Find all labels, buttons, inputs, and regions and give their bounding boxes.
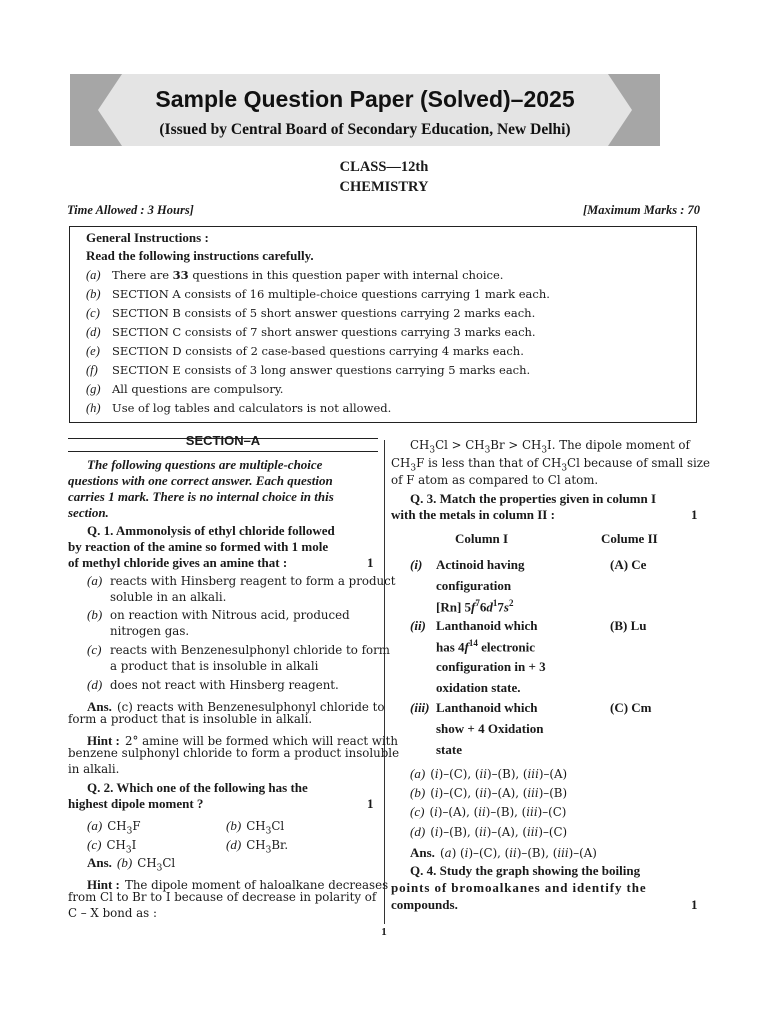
q3-text: with the metals in column II : bbox=[391, 507, 555, 522]
q1-option-text: on reaction with Nitrous acid, produced bbox=[110, 608, 350, 622]
q3-column2-header: Colume II bbox=[601, 531, 658, 546]
instruction-item: (a) There are 33 questions in this question paper with internal choice. bbox=[86, 268, 504, 282]
q1-hint-cont: benzene sulphonyl chloride to form a product insoluble bbox=[68, 746, 400, 760]
q2-text: Q. 2. Which one of the following has the bbox=[87, 780, 308, 795]
q1-answer-cont: form a product that is insoluble in alkali. bbox=[68, 712, 313, 726]
class-label: CLASS—12th bbox=[339, 159, 429, 175]
q1-hint-cont: in alkali. bbox=[68, 762, 120, 776]
section-rule bbox=[68, 451, 378, 452]
q1-text: by reaction of the amine so formed with 1 mole bbox=[68, 539, 329, 554]
q1-answer: Ans. (c) reacts with Benzenesulphonyl chloride to bbox=[87, 699, 385, 714]
q1-option-text: reacts with Benzenesulphonyl chloride to form bbox=[110, 643, 390, 657]
q1-option-label: (c) bbox=[87, 642, 102, 657]
page-number: 1 bbox=[381, 926, 387, 938]
instructions-title: General Instructions : bbox=[86, 230, 209, 245]
instruction-item: (c) SECTION B consists of 5 short answer questions carrying 2 marks each. bbox=[86, 306, 536, 320]
q3-row-text: configuration bbox=[436, 578, 512, 593]
instruction-item: (b) SECTION A consists of 16 multiple-choice questions carrying 1 mark each. bbox=[86, 287, 550, 301]
time-allowed: Time Allowed : 3 Hours] bbox=[67, 203, 194, 217]
instruction-item: (e) SECTION D consists of 2 case-based questions carrying 4 marks each. bbox=[86, 344, 524, 358]
q1-option-text: reacts with Hinsberg reagent to form a product bbox=[110, 574, 396, 588]
q2-mark: 1 bbox=[367, 796, 374, 811]
q3-row-text: configuration in + 3 bbox=[436, 659, 546, 674]
instruction-item: (f) SECTION E consists of 3 long answer questions carrying 5 marks each. bbox=[86, 363, 531, 377]
q3-option: (b) (i)–(C), (ii)–(A), (iii)–(B) bbox=[410, 785, 568, 800]
q2-text: highest dipole moment ? bbox=[68, 796, 204, 811]
q2-hint-continued: $CH_3F$ is less than that of $CH_3Cl$ because of small size bbox=[391, 456, 710, 474]
q2-option-a: (a) $CH_3F$ bbox=[87, 818, 141, 837]
q4-text: compounds. bbox=[391, 897, 458, 912]
section-intro-line: section. bbox=[68, 505, 109, 520]
q1-option-label: (b) bbox=[87, 607, 103, 622]
q3-row-text: Lanthanoid which bbox=[436, 700, 538, 715]
q2-hint-cont: from Cl to Br to I because of decrease in polarity of bbox=[68, 890, 377, 904]
section-intro-line: The following questions are multiple-choice bbox=[87, 457, 323, 472]
q3-row-text: show + 4 Oxidation bbox=[436, 721, 544, 736]
q1-option-text: soluble in an alkali. bbox=[110, 590, 227, 604]
q2-hint-cont: C – X bond as : bbox=[68, 906, 157, 920]
q3-row-num: (ii) bbox=[410, 618, 426, 633]
title-banner bbox=[70, 74, 660, 146]
column-divider bbox=[384, 440, 385, 924]
q2-answer: Ans. (b) $CH_3Cl$ bbox=[87, 855, 176, 874]
instruction-item: (g) All questions are compulsory. bbox=[86, 382, 284, 396]
q3-row-text: Lanthanoid which bbox=[436, 618, 538, 633]
q3-option: (c) (i)–(A), (ii)–(B), (iii)–(C) bbox=[410, 804, 567, 819]
general-instructions-box bbox=[69, 226, 697, 423]
q1-hint: Hint : 2° amine will be formed which will react with bbox=[87, 733, 399, 748]
q2-hint-continued: of F atom as compared to Cl atom. bbox=[391, 473, 599, 487]
q1-option-label: (d) bbox=[87, 677, 103, 692]
q3-row-metal: (B) Lu bbox=[610, 618, 647, 633]
section-a-heading: SECTION–A bbox=[185, 433, 261, 448]
section-intro-line: carries 1 mark. There is no internal choice in this bbox=[68, 489, 334, 504]
q1-option-text: does not react with Hinsberg reagent. bbox=[110, 678, 339, 692]
q1-option-label: (a) bbox=[87, 573, 103, 588]
q3-row-metal: (A) Ce bbox=[610, 557, 647, 572]
q3-option: (a) (i)–(C), (ii)–(B), (iii)–(A) bbox=[410, 766, 568, 781]
q3-mark: 1 bbox=[691, 507, 698, 522]
q1-option-text: nitrogen gas. bbox=[110, 624, 190, 638]
q4-mark: 1 bbox=[691, 897, 698, 912]
q3-row-text: oxidation state. bbox=[436, 680, 521, 695]
subject-label: CHEMISTRY bbox=[339, 179, 429, 195]
q3-answer: Ans. (a) (i)–(C), (ii)–(B), (iii)–(A) bbox=[410, 845, 597, 860]
q3-row-text: has $4f^{14}$ electronic bbox=[436, 638, 536, 655]
q1-option-text: a product that is insoluble in alkali bbox=[110, 659, 319, 673]
q1-text: of methyl chloride gives an amine that : bbox=[68, 555, 288, 570]
q2-option-d: (d) $CH_3Br$. bbox=[226, 837, 289, 856]
instruction-item: (h) Use of log tables and calculators is not allowed. bbox=[86, 401, 392, 415]
q1-mark: 1 bbox=[367, 555, 374, 570]
instructions-lead: Read the following instructions carefully. bbox=[86, 248, 314, 263]
q3-row-config: [Rn] $5f^76d^17s^2$ bbox=[436, 598, 514, 615]
q1-text: Q. 1. Ammonolysis of ethyl chloride followed bbox=[87, 523, 335, 538]
instruction-item: (d) SECTION C consists of 7 short answer questions carrying 3 marks each. bbox=[86, 325, 536, 339]
section-intro-line: questions with one correct answer. Each question bbox=[68, 473, 333, 488]
q2-option-b: (b) $CH_3Cl$ bbox=[226, 818, 285, 837]
q3-text: Q. 3. Match the properties given in column I bbox=[410, 491, 657, 506]
q3-row-num: (iii) bbox=[410, 700, 430, 715]
page-title: Sample Question Paper (Solved)–2025 bbox=[155, 86, 575, 112]
q3-column1-header: Column I bbox=[455, 531, 509, 546]
q3-row-text: Actinoid having bbox=[436, 557, 525, 572]
q3-row-metal: (C) Cm bbox=[610, 700, 652, 715]
maximum-marks: [Maximum Marks : 70 bbox=[582, 203, 700, 217]
q3-row-num: (i) bbox=[410, 557, 423, 572]
q3-option: (d) (i)–(B), (ii)–(A), (iii)–(C) bbox=[410, 824, 568, 839]
q2-option-c: (c) $CH_3I$ bbox=[87, 837, 137, 856]
page-subtitle: (Issued by Central Board of Secondary Education, New Delhi) bbox=[159, 121, 571, 138]
q3-row-text: state bbox=[436, 742, 462, 757]
q2-hint-continued: $CH_3Cl > CH_3Br > CH_3I$. The dipole moment of bbox=[410, 438, 690, 456]
q2-hint: Hint : The dipole moment of haloalkane decreases bbox=[87, 877, 389, 892]
q4-text: points of bromoalkanes and identify the bbox=[391, 880, 647, 895]
q4-text: Q. 4. Study the graph showing the boiling bbox=[410, 863, 641, 878]
